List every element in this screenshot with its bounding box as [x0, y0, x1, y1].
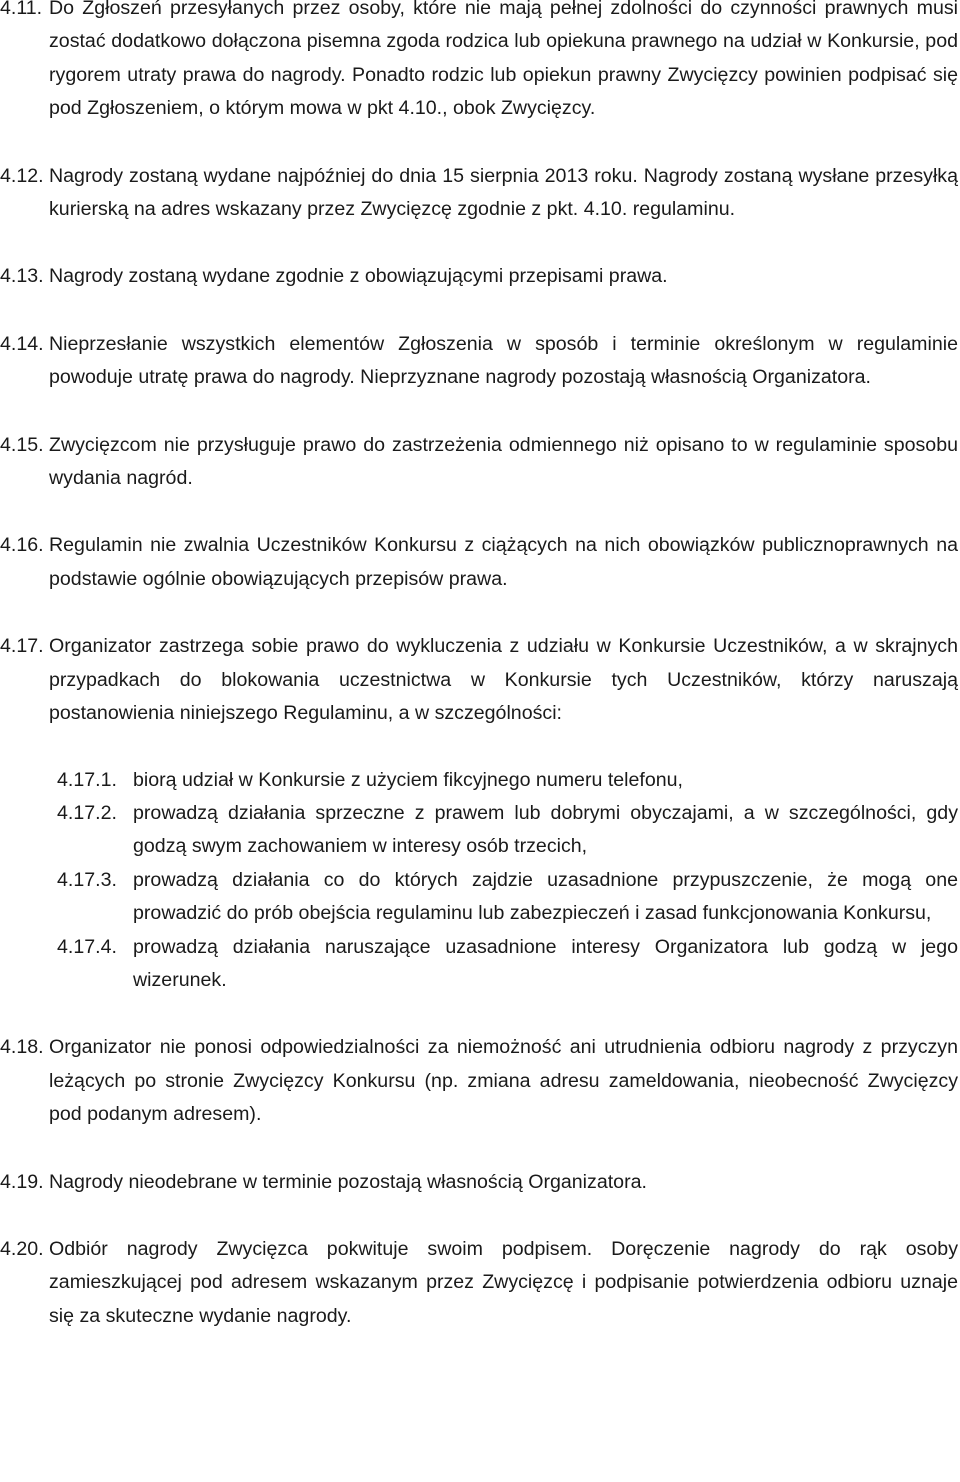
clause-text: Zwycięzcom nie przysługuje prawo do zastrzeżenia odmiennego niż opisano to w regulaminie sposobu wydania nagród. — [49, 433, 958, 490]
clause-text: Regulamin nie zwalnia Uczestników Konkursu z ciążących na nich obowiązków publicznoprawnych na podstawie ogólnie obowiązujących przepisów prawa. — [49, 534, 958, 590]
clause-4-16 — [0, 529, 958, 596]
clause-4-17 — [0, 630, 958, 730]
clause-number: 4.20. — [0, 1237, 44, 1260]
clause-4-14 — [0, 328, 958, 395]
subclause-number: 4.17.2. — [57, 801, 117, 824]
clause-number: 4.19. — [0, 1170, 44, 1193]
clause-4-19 — [0, 1166, 958, 1199]
clause-4-11 — [0, 0, 958, 126]
clause-text: Nagrody zostaną wydane zgodnie z obowiązującymi przepisami prawa. — [49, 265, 668, 288]
clause-4-13 — [0, 260, 958, 293]
clause-4-18 — [0, 1031, 958, 1131]
clause-number: 4.13. — [0, 265, 44, 288]
subclause-text: biorą udział w Konkursie z użyciem fikcyjnego numeru telefonu, — [133, 768, 683, 791]
clause-number: 4.16. — [0, 534, 44, 557]
clause-4-12 — [0, 160, 958, 227]
clause-text: Nagrody zostaną wydane najpóźniej do dnia 15 sierpnia 2013 roku. Nagrody zostaną wysłane przesyłką kurierską na adres wskazany przez Zwycięzcę zgodnie z pkt. 4.10. regulaminu. — [49, 164, 958, 221]
subclause-number: 4.17.4. — [57, 935, 117, 958]
subclause-number: 4.17.1. — [57, 768, 117, 791]
clause-number: 4.17. — [0, 635, 44, 658]
clause-text: Nieprzesłanie wszystkich elementów Zgłoszenia w sposób i terminie określonym w regulaminie powoduje utratę prawa do nagrody. Nieprzyznane nagrody pozostają własnością Organizatora. — [49, 332, 958, 389]
subclause-4-17-3 — [0, 864, 958, 931]
subclause-text: prowadzą działania naruszające uzasadnione interesy Organizatora lub godzą w jego wizerunek. — [133, 935, 958, 991]
subclause-4-17-1 — [0, 764, 958, 797]
clause-number: 4.12. — [0, 164, 44, 187]
clause-text: Odbiór nagrody Zwycięzca pokwituje swoim podpisem. Doręczenie nagrody do rąk osoby zamieszkującej pod adresem wskazanym przez Zwycięzcę i podpisanie potwierdzenia odbioru uznaje się za skuteczne wydanie nagrody. — [49, 1237, 958, 1327]
clause-text: Organizator nie ponosi odpowiedzialności za niemożność ani utrudnienia odbioru nagrody z przyczyn leżących po stronie Zwycięzcy Konkursu (np. zmiana adresu zameldowania, nieobecność Zwycięzcy pod podanym adresem). — [49, 1036, 958, 1126]
subclause-text: prowadzą działania co do których zajdzie uzasadnione przypuszczenie, że mogą one prowadzić do prób obejścia regulaminu lub zabezpieczeń i zasad funkcjonowania Konkursu, — [133, 868, 958, 925]
clause-number: 4.15. — [0, 433, 44, 456]
clause-text: Organizator zastrzega sobie prawo do wykluczenia z udziału w Konkursie Uczestników, a w skrajnych przypadkach do blokowania uczestnictwa w Konkursie tych Uczestników, którzy naruszają postanowienia niniejszego Regulaminu, a w szczególności: — [49, 635, 958, 725]
subclause-4-17-2 — [0, 797, 958, 864]
subclause-4-17-4 — [0, 931, 958, 998]
clause-text: Do Zgłoszeń przesyłanych przez osoby, które nie mają pełnej zdolności do czynności prawnych musi zostać dodatkowo dołączona pisemna zgoda rodzica lub opiekuna prawnego na udział w Konkursie, pod rygorem utraty prawa do nagrody. Ponadto rodzic lub opiekun prawny Zwycięzcy powinien podpisać się pod Zgłoszeniem, o którym mowa w pkt 4.10., obok Zwycięzcy. — [49, 0, 958, 120]
clause-4-15 — [0, 429, 958, 496]
clause-number: 4.14. — [0, 332, 44, 355]
subclause-text: prowadzą działania sprzeczne z prawem lub dobrymi obyczajami, a w szczególności, gdy godzą swym zachowaniem w interesy osób trzecich, — [133, 801, 958, 858]
clause-number: 4.11. — [0, 0, 43, 19]
clause-4-17-sublist — [0, 764, 958, 998]
clause-4-20 — [0, 1233, 958, 1333]
clause-text: Nagrody nieodebrane w terminie pozostają własnością Organizatora. — [49, 1170, 647, 1193]
subclause-number: 4.17.3. — [57, 868, 117, 891]
clause-number: 4.18. — [0, 1036, 44, 1059]
